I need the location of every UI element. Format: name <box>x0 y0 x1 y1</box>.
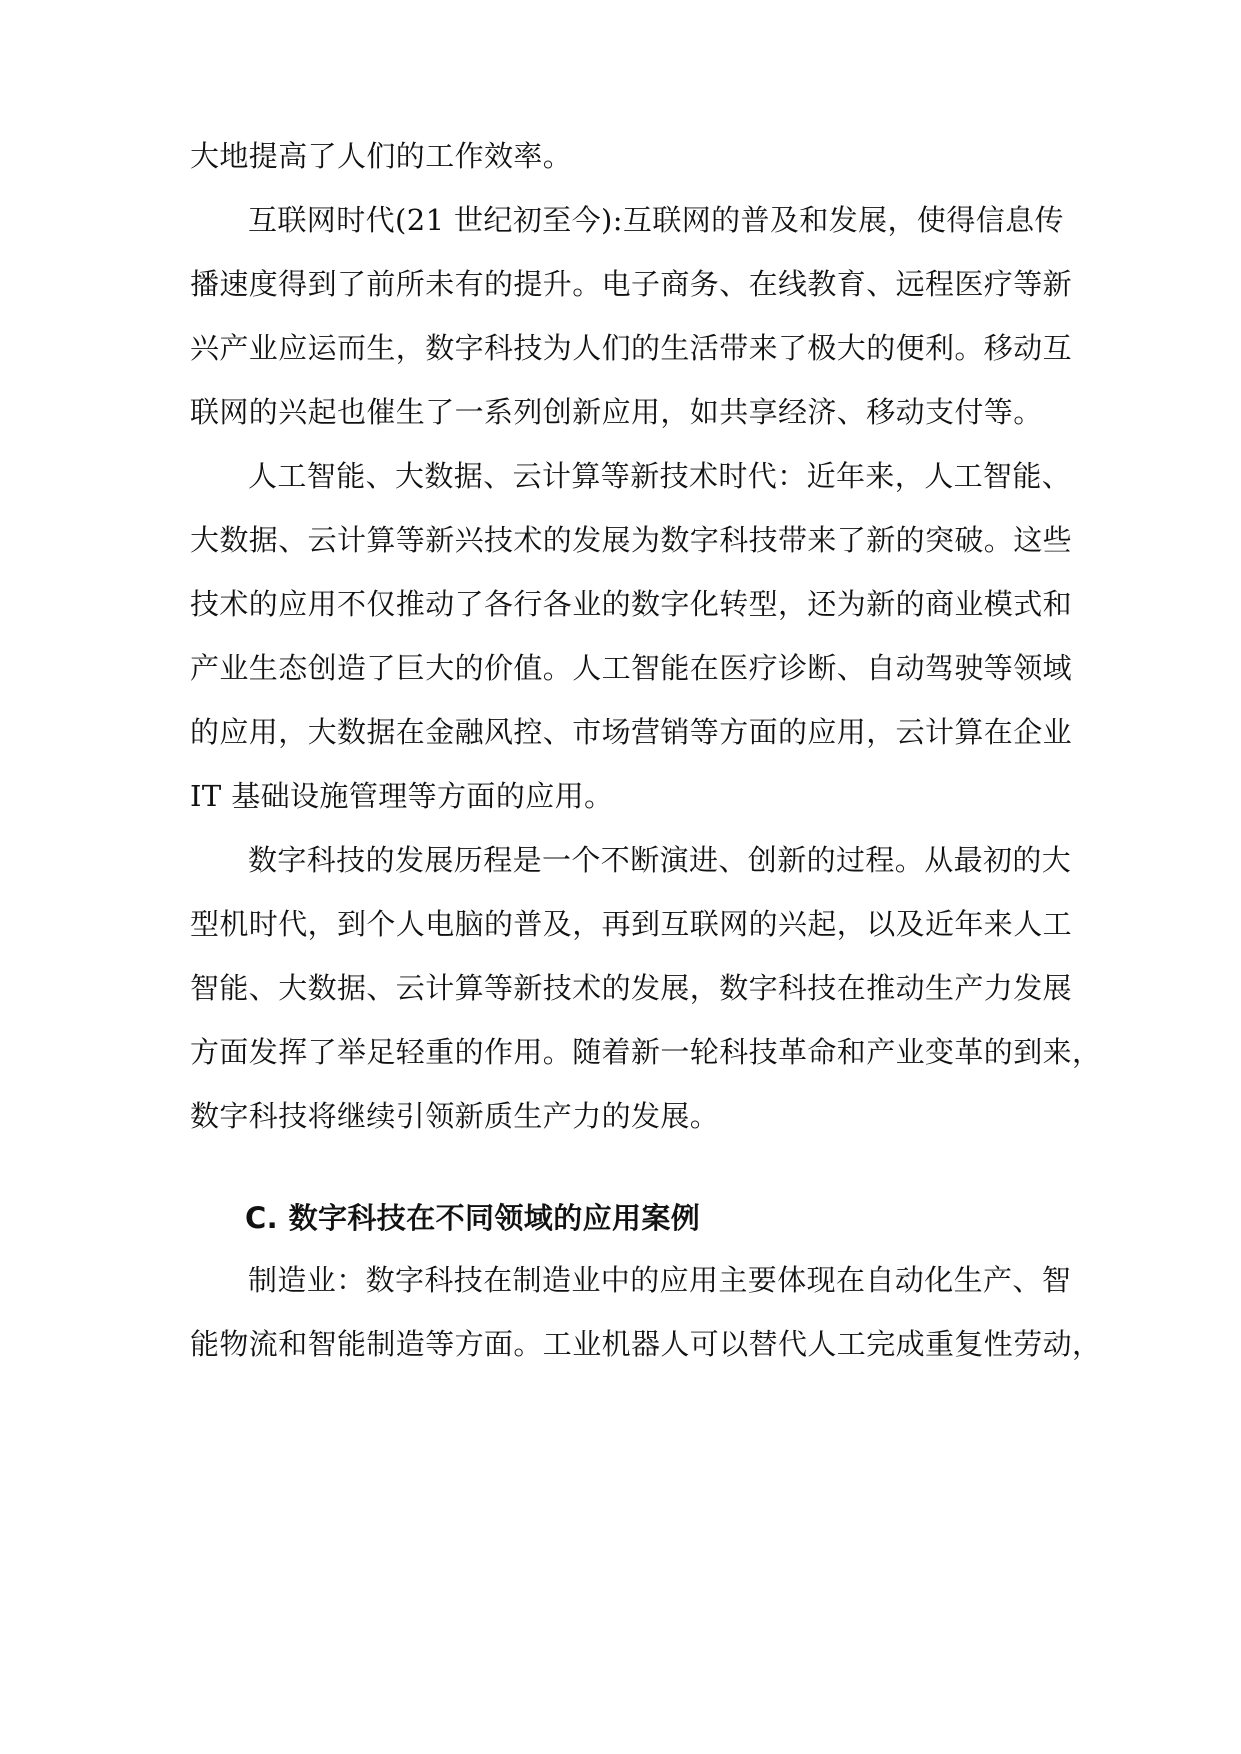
paragraph-internet-era: 互联网时代(21 世纪初至今):互联网的普及和发展，使得信息传 <box>248 203 1064 237</box>
text-line: 型机时代，到个人电脑的普及，再到互联网的兴起，以及近年来人工 <box>190 907 1073 941</box>
text-line: IT 基础设施管理等方面的应用。 <box>190 779 614 813</box>
text-line: 产业生态创造了巨大的价值。人工智能在医疗诊断、自动驾驶等领域 <box>190 651 1073 685</box>
text-line: 技术的应用不仅推动了各行各业的数字化转型，还为新的商业模式和 <box>190 587 1073 621</box>
text-line: 播速度得到了前所未有的提升。电子商务、在线教育、远程医疗等新 <box>190 267 1073 301</box>
paragraph-manufacturing: 制造业：数字科技在制造业中的应用主要体现在自动化生产、智 <box>248 1263 1072 1297</box>
text-line: 大地提高了人们的工作效率。 <box>190 139 573 173</box>
text-line: 兴产业应运而生，数字科技为人们的生活带来了极大的便利。移动互 <box>190 331 1073 365</box>
text-line: 数字科技将继续引领新质生产力的发展。 <box>190 1099 720 1133</box>
section-heading: C. 数字科技在不同领域的应用案例 <box>245 1201 701 1235</box>
paragraph-summary: 数字科技的发展历程是一个不断演进、创新的过程。从最初的大 <box>248 843 1072 877</box>
paragraph-ai-era: 人工智能、大数据、云计算等新技术时代：近年来，人工智能、 <box>248 459 1072 493</box>
text-line: 联网的兴起也催生了一系列创新应用，如共享经济、移动支付等。 <box>190 395 1043 429</box>
text-line: 能物流和智能制造等方面。工业机器人可以替代人工完成重复性劳动， <box>190 1327 1102 1361</box>
text-line: 智能、大数据、云计算等新技术的发展，数字科技在推动生产力发展 <box>190 971 1073 1005</box>
text-line: 的应用，大数据在金融风控、市场营销等方面的应用，云计算在企业 <box>190 715 1073 749</box>
text-line: 方面发挥了举足轻重的作用。随着新一轮科技革命和产业变革的到来， <box>190 1035 1102 1069</box>
text-line: 大数据、云计算等新兴技术的发展为数字科技带来了新的突破。这些 <box>190 523 1073 557</box>
